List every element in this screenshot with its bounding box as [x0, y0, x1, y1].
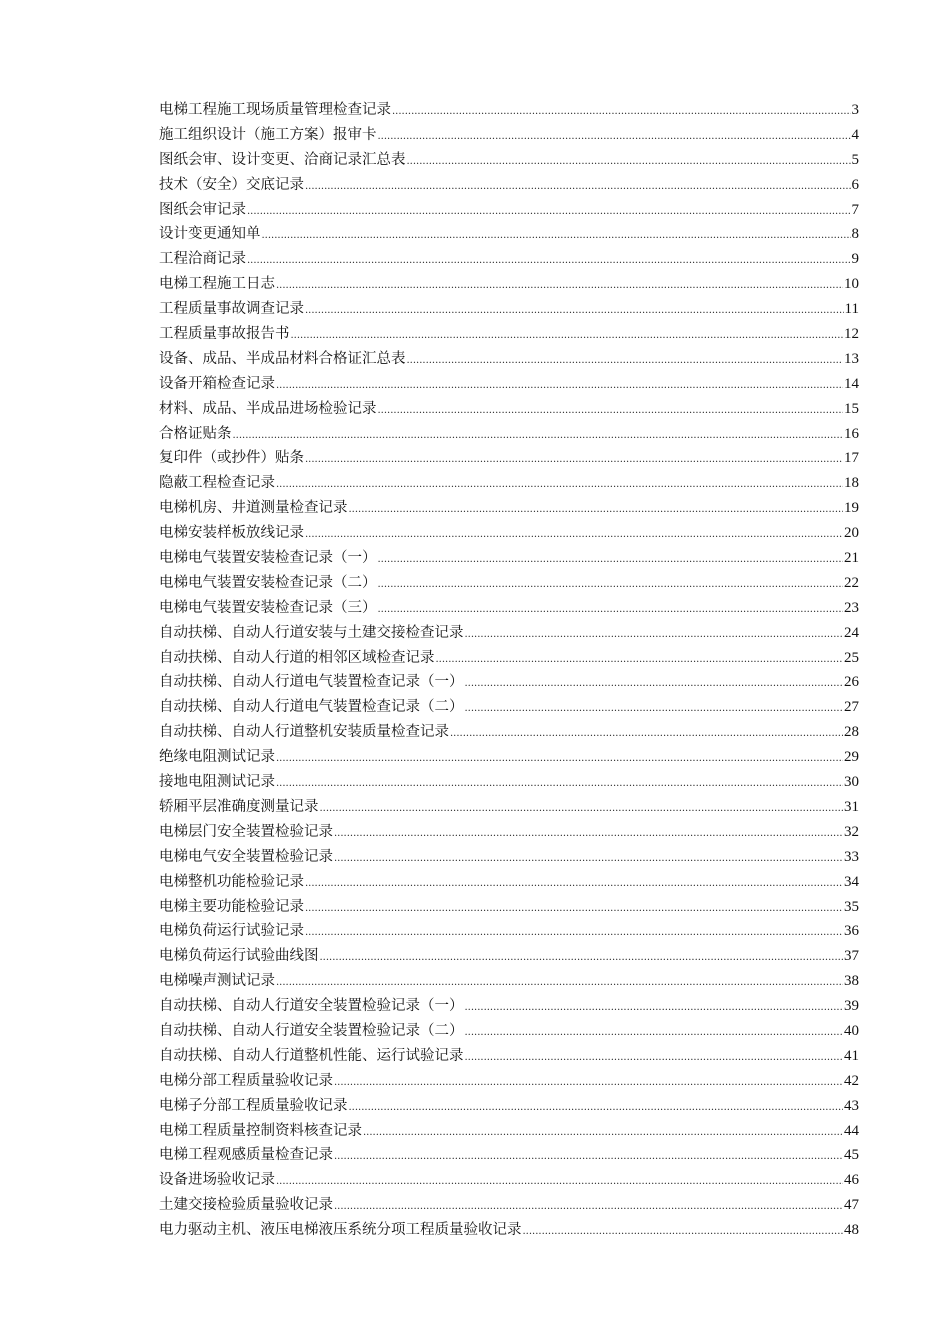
toc-entry-title: 自动扶梯、自动人行道电气装置检查记录（二） — [159, 699, 464, 716]
toc-entry-page-number: 10 — [844, 276, 859, 293]
toc-entry-page-number: 18 — [844, 475, 859, 492]
dot-leader — [291, 324, 844, 349]
toc-entry[interactable] — [159, 670, 859, 695]
toc-entry-title: 电梯噪声测试记录 — [159, 973, 275, 990]
toc-entry-title: 电梯安装样板放线记录 — [159, 525, 304, 542]
toc-entry-page-number: 3 — [851, 102, 859, 118]
toc-entry[interactable] — [159, 422, 859, 447]
toc-entry-title: 电梯整机功能检验记录 — [159, 873, 304, 890]
toc-entry-page-number: 38 — [844, 973, 859, 990]
toc-entry[interactable] — [159, 272, 859, 297]
dot-leader — [276, 747, 843, 772]
toc-entry-title: 电梯工程施工现场质量管理检查记录 — [159, 102, 391, 118]
toc-entry[interactable] — [159, 969, 859, 994]
dot-leader — [247, 249, 851, 274]
toc-entry[interactable] — [159, 944, 859, 969]
dot-leader — [247, 200, 851, 225]
toc-entry-page-number: 46 — [844, 1172, 859, 1189]
dot-leader — [305, 897, 843, 922]
toc-entry[interactable] — [159, 198, 859, 223]
toc-entry-title: 工程质量事故调查记录 — [159, 301, 304, 318]
toc-entry[interactable] — [159, 1143, 859, 1168]
toc-entry[interactable] — [159, 994, 859, 1019]
dot-leader — [276, 274, 843, 299]
toc-entry-page-number: 30 — [844, 774, 859, 791]
toc-entry-page-number: 41 — [844, 1047, 859, 1064]
toc-entry-page-number: 14 — [844, 375, 859, 392]
toc-entry-page-number: 16 — [844, 425, 859, 442]
dot-leader — [334, 847, 843, 872]
toc-entry-title: 自动扶梯、自动人行道的相邻区域检查记录 — [159, 649, 435, 666]
toc-entry-page-number: 6 — [851, 176, 859, 193]
dot-leader — [465, 1046, 844, 1071]
toc-entry-page-number: 5 — [851, 151, 859, 168]
toc-entry-page-number: 40 — [844, 1022, 859, 1039]
toc-entry[interactable] — [159, 845, 859, 870]
toc-entry-page-number: 11 — [844, 301, 859, 318]
toc-entry-title: 土建交接检验质量验收记录 — [159, 1197, 333, 1214]
dot-leader — [334, 1145, 843, 1170]
toc-entry-title: 设备进场验收记录 — [159, 1172, 275, 1189]
toc-entry-title: 电梯电气装置安装检查记录（三） — [159, 599, 377, 616]
toc-entry[interactable] — [159, 895, 859, 920]
toc-entry-title: 电梯负荷运行试验曲线图 — [159, 948, 319, 965]
dot-leader — [349, 1096, 844, 1121]
toc-entry-page-number: 44 — [844, 1122, 859, 1139]
dot-leader — [465, 1021, 844, 1046]
toc-entry-title: 电梯工程观感质量检查记录 — [159, 1147, 333, 1164]
toc-entry-title: 接地电阻测试记录 — [159, 774, 275, 791]
dot-leader — [378, 399, 844, 424]
toc-entry-page-number: 27 — [844, 699, 859, 716]
dot-leader — [305, 523, 843, 548]
toc-entry-title: 技术（安全）交底记录 — [159, 176, 304, 193]
toc-entry-title: 工程洽商记录 — [159, 251, 246, 268]
toc-entry[interactable] — [159, 397, 859, 422]
toc-entry-title: 绝缘电阻测试记录 — [159, 749, 275, 766]
toc-entry-title: 轿厢平层准确度测量记录 — [159, 798, 319, 815]
toc-entry[interactable] — [159, 1069, 859, 1094]
toc-entry-page-number: 4 — [851, 126, 859, 143]
toc-entry-page-number: 45 — [844, 1147, 859, 1164]
toc-entry[interactable] — [159, 1218, 859, 1243]
dot-leader — [305, 921, 843, 946]
toc-entry-title: 电梯工程质量控制资料核查记录 — [159, 1122, 362, 1139]
toc-entry[interactable] — [159, 646, 859, 671]
toc-entry-page-number: 48 — [844, 1222, 859, 1239]
toc-entry-title: 自动扶梯、自动人行道电气装置检查记录（一） — [159, 674, 464, 691]
toc-entry-title: 设备、成品、半成品材料合格证汇总表 — [159, 350, 406, 367]
toc-entry[interactable] — [159, 1119, 859, 1144]
toc-entry-title: 自动扶梯、自动人行道整机安装质量检查记录 — [159, 724, 449, 741]
toc-entry-page-number: 22 — [844, 574, 859, 591]
toc-entry-page-number: 33 — [844, 848, 859, 865]
dot-leader — [378, 573, 844, 598]
dot-leader — [465, 672, 844, 697]
toc-entry-title: 电梯子分部工程质量验收记录 — [159, 1097, 348, 1114]
dot-leader — [276, 473, 843, 498]
toc-entry[interactable] — [159, 521, 859, 546]
toc-entry[interactable] — [159, 471, 859, 496]
dot-leader — [305, 872, 843, 897]
dot-leader — [465, 623, 844, 648]
toc-entry[interactable] — [159, 795, 859, 820]
toc-entry-page-number: 36 — [844, 923, 859, 940]
toc-entry-title: 设计变更通知单 — [159, 226, 261, 243]
toc-entry[interactable] — [159, 596, 859, 621]
toc-entry-page-number: 47 — [844, 1197, 859, 1214]
toc-entry-title: 电梯电气装置安装检查记录（一） — [159, 550, 377, 567]
toc-entry[interactable] — [159, 1168, 859, 1193]
dot-leader — [436, 648, 844, 673]
toc-entry-title: 工程质量事故报告书 — [159, 326, 290, 343]
toc-entry-title: 电梯层门安全装置检验记录 — [159, 823, 333, 840]
toc-entry-title: 电力驱动主机、液压电梯液压系统分项工程质量验收记录 — [159, 1222, 522, 1239]
dot-leader — [378, 548, 844, 573]
toc-entry-page-number: 25 — [844, 649, 859, 666]
toc-entry[interactable] — [159, 98, 859, 123]
toc-entry-title: 电梯工程施工日志 — [159, 276, 275, 293]
toc-entry-page-number: 21 — [844, 550, 859, 567]
toc-entry-title: 自动扶梯、自动人行道安全装置检验记录（一） — [159, 998, 464, 1015]
dot-leader — [262, 224, 851, 249]
toc-entry-page-number: 26 — [844, 674, 859, 691]
toc-entry-title: 隐蔽工程检查记录 — [159, 475, 275, 492]
toc-entry[interactable] — [159, 173, 859, 198]
toc-entry[interactable] — [159, 322, 859, 347]
toc-entry[interactable] — [159, 1019, 859, 1044]
dot-leader — [334, 1195, 843, 1220]
toc-entry-page-number: 35 — [844, 898, 859, 915]
toc-entry-title: 自动扶梯、自动人行道安全装置检验记录（二） — [159, 1022, 464, 1039]
dot-leader — [349, 498, 844, 523]
toc-entry[interactable] — [159, 297, 859, 322]
dot-leader — [233, 424, 844, 449]
toc-entry-title: 图纸会审记录 — [159, 201, 246, 218]
toc-entry-title: 电梯负荷运行试验记录 — [159, 923, 304, 940]
toc-entry-page-number: 24 — [844, 624, 859, 641]
dot-leader — [276, 772, 843, 797]
toc-entry[interactable] — [159, 1044, 859, 1069]
toc-entry[interactable] — [159, 870, 859, 895]
toc-entry-title: 自动扶梯、自动人行道整机性能、运行试验记录 — [159, 1047, 464, 1064]
toc-entry-title: 合格证贴条 — [159, 425, 232, 442]
toc-entry[interactable] — [159, 1094, 859, 1119]
toc-entry[interactable] — [159, 919, 859, 944]
dot-leader — [305, 448, 843, 473]
table-of-contents — [159, 98, 859, 1243]
toc-entry-page-number: 23 — [844, 599, 859, 616]
dot-leader — [378, 125, 851, 150]
toc-entry-title: 图纸会审、设计变更、洽商记录汇总表 — [159, 151, 406, 168]
dot-leader — [276, 1170, 843, 1195]
toc-entry-page-number: 15 — [844, 400, 859, 417]
toc-entry-title: 电梯分部工程质量验收记录 — [159, 1072, 333, 1089]
toc-entry[interactable] — [159, 720, 859, 745]
toc-entry[interactable] — [159, 621, 859, 646]
toc-entry-page-number: 8 — [851, 226, 859, 243]
toc-entry-title: 材料、成品、半成品进场检验记录 — [159, 400, 377, 417]
dot-leader — [465, 996, 844, 1021]
dot-leader — [407, 349, 844, 374]
dot-leader — [305, 299, 844, 324]
dot-leader — [392, 100, 851, 125]
toc-entry-page-number: 20 — [844, 525, 859, 542]
toc-entry-page-number: 9 — [851, 251, 859, 268]
toc-entry-page-number: 29 — [844, 749, 859, 766]
dot-leader — [305, 175, 851, 200]
toc-entry[interactable] — [159, 695, 859, 720]
toc-entry[interactable] — [159, 347, 859, 372]
toc-entry-page-number: 17 — [844, 450, 859, 467]
toc-entry-title: 复印件（或抄件）贴条 — [159, 450, 304, 467]
toc-entry-page-number: 32 — [844, 823, 859, 840]
toc-entry[interactable] — [159, 1193, 859, 1218]
toc-entry-page-number: 43 — [844, 1097, 859, 1114]
toc-entry-page-number: 12 — [844, 326, 859, 343]
toc-entry[interactable] — [159, 222, 859, 247]
toc-entry[interactable] — [159, 820, 859, 845]
toc-entry[interactable] — [159, 546, 859, 571]
toc-entry-title: 电梯电气装置安装检查记录（二） — [159, 574, 377, 591]
dot-leader — [378, 598, 844, 623]
toc-entry[interactable] — [159, 123, 859, 148]
toc-entry[interactable] — [159, 446, 859, 471]
toc-entry-page-number: 42 — [844, 1072, 859, 1089]
toc-entry[interactable] — [159, 496, 859, 521]
toc-entry-page-number: 7 — [851, 201, 859, 218]
dot-leader — [450, 722, 843, 747]
dot-leader — [523, 1220, 844, 1245]
toc-entry[interactable] — [159, 745, 859, 770]
dot-leader — [320, 797, 844, 822]
toc-entry-page-number: 31 — [844, 798, 859, 815]
toc-entry-title: 电梯电气安全装置检验记录 — [159, 848, 333, 865]
toc-entry-title: 自动扶梯、自动人行道安装与土建交接检查记录 — [159, 624, 464, 641]
toc-entry[interactable] — [159, 247, 859, 272]
toc-entry[interactable] — [159, 372, 859, 397]
toc-entry[interactable] — [159, 571, 859, 596]
dot-leader — [276, 374, 843, 399]
dot-leader — [407, 150, 851, 175]
toc-entry-page-number: 28 — [844, 724, 859, 741]
toc-entry-title: 施工组织设计（施工方案）报审卡 — [159, 126, 377, 143]
toc-entry-page-number: 19 — [844, 500, 859, 517]
dot-leader — [276, 971, 843, 996]
toc-entry-page-number: 39 — [844, 998, 859, 1015]
dot-leader — [320, 946, 844, 971]
toc-entry-page-number: 34 — [844, 873, 859, 890]
toc-entry-page-number: 37 — [844, 948, 859, 965]
toc-entry[interactable] — [159, 770, 859, 795]
toc-entry-title: 电梯主要功能检验记录 — [159, 898, 304, 915]
toc-entry[interactable] — [159, 148, 859, 173]
toc-entry-title: 电梯机房、井道测量检查记录 — [159, 500, 348, 517]
toc-entry-title: 设备开箱检查记录 — [159, 375, 275, 392]
toc-entry-page-number: 13 — [844, 350, 859, 367]
dot-leader — [363, 1121, 843, 1146]
dot-leader — [334, 822, 843, 847]
dot-leader — [465, 697, 844, 722]
dot-leader — [334, 1071, 843, 1096]
